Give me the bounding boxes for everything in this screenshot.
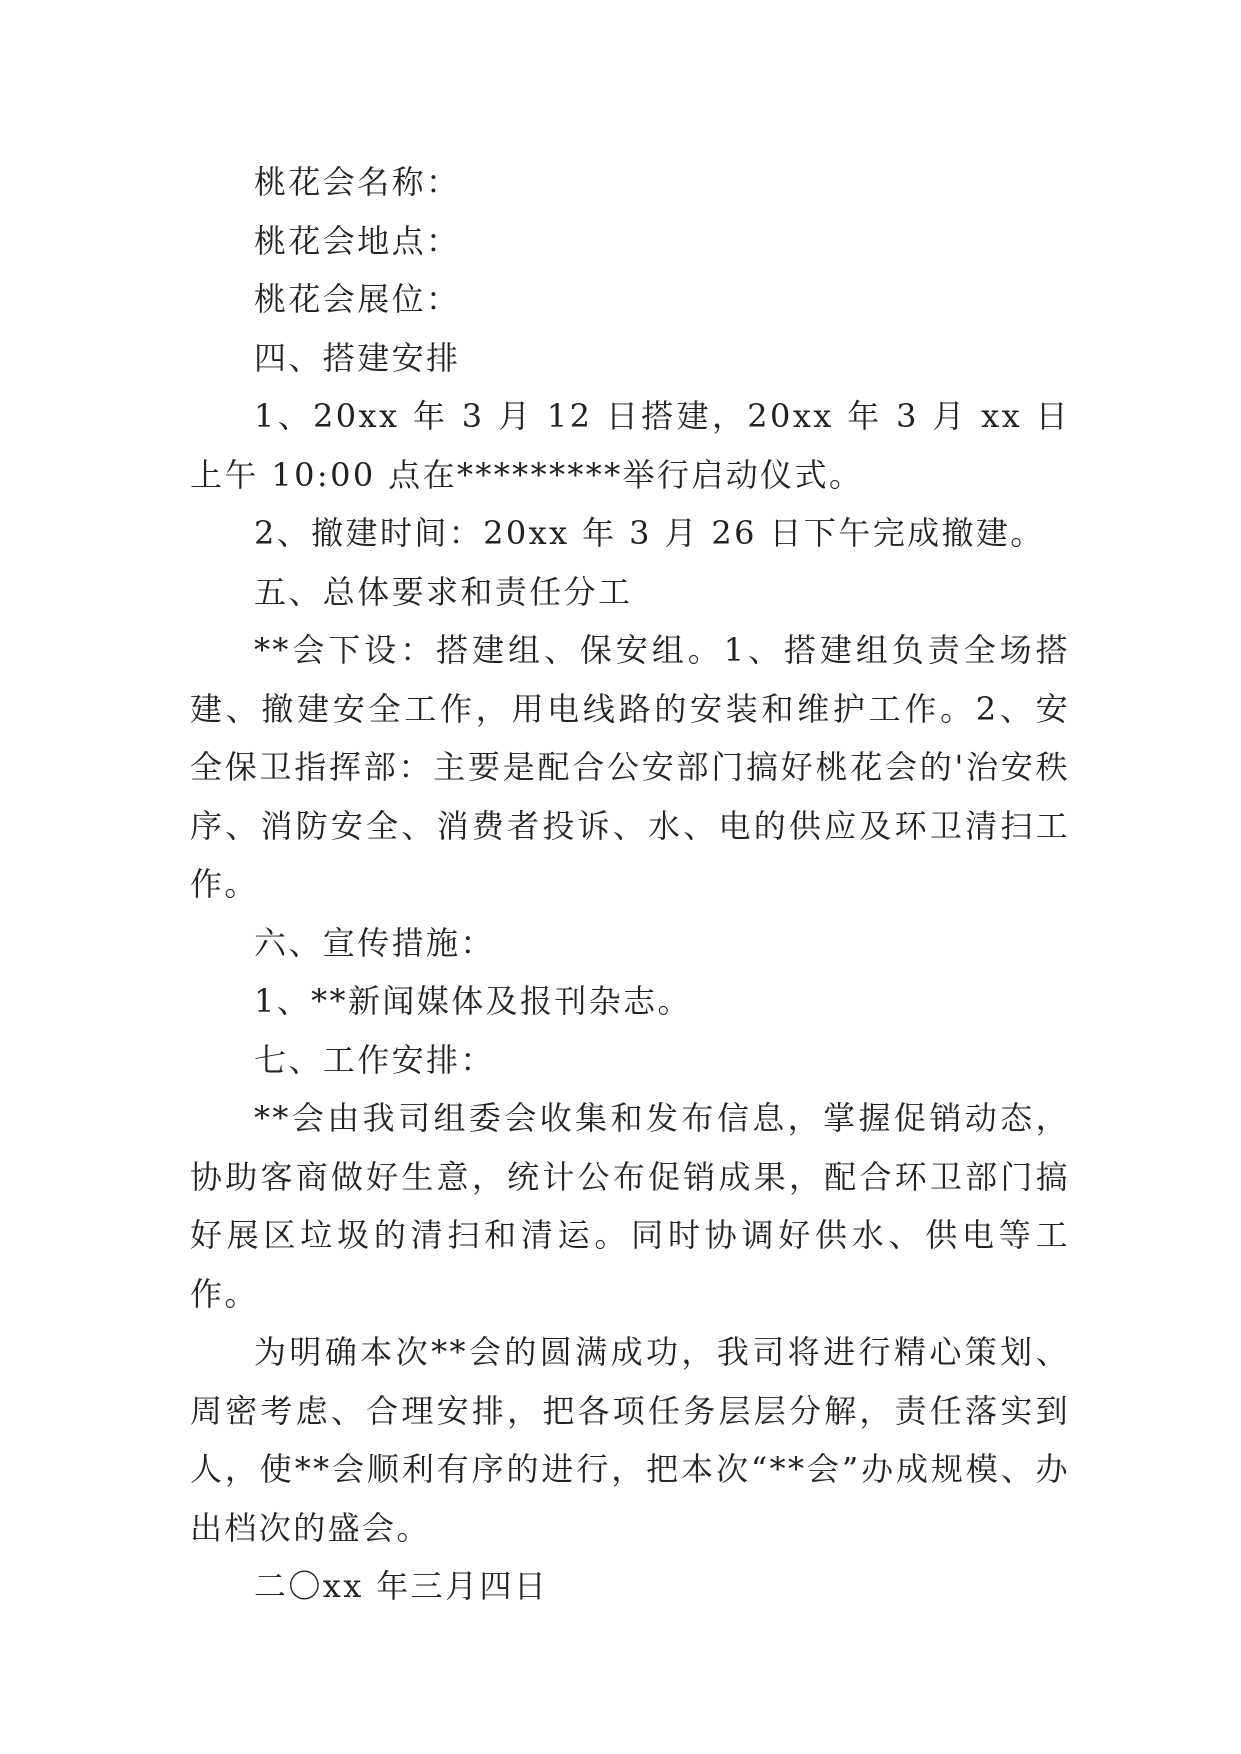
paragraph-construction-schedule: 1、20xx 年 3 月 12 日搭建，20xx 年 3 月 xx 日上午 10:00 点在*********举行启动仪式。 — [190, 397, 1070, 494]
section-heading-publicity: 六、宣传措施： — [254, 923, 495, 962]
section-heading-requirements: 五、总体要求和责任分工 — [254, 572, 633, 611]
paragraph-fair-location: 桃花会地点： — [254, 221, 461, 260]
document-body — [190, 153, 1070, 1616]
paragraph-dismantle-time: 2、撤建时间：20xx 年 3 月 26 日下午完成撤建。 — [254, 514, 1045, 552]
paragraph-fair-booth: 桃花会展位： — [254, 280, 461, 318]
document-date: 二〇xx 年三月四日 — [254, 1567, 549, 1605]
paragraph-conclusion: 为明确本次**会的圆满成功，我司将进行精心策划、周密考虑、合理安排，把各项任务层层分解，责任落实到人，使**会顺利有序的进行，把本次“**会”办成规模、办出档次的盛会。 — [190, 1333, 1070, 1547]
paragraph-work-plan-detail: **会由我司组委会收集和发布信息，掌握促销动态，协助客商做好生意，统计公布促销成果，配合环卫部门搞好展区垃圾的清扫和清运。同时协调好供水、供电等工作。 — [190, 1099, 1070, 1313]
section-heading-construction: 四、搭建安排 — [254, 338, 461, 377]
section-heading-work-plan: 七、工作安排： — [254, 1040, 495, 1079]
paragraph-requirements-detail: **会下设：搭建组、保安组。1、搭建组负责全场搭建、撤建安全工作，用电线路的安装和维护工作。2、安全保卫指挥部：主要是配合公安部门搞好桃花会的'治安秩序、消防安全、消费者投诉、水、电的供应及环卫清扫工作。 — [190, 631, 1070, 903]
paragraph-fair-name: 桃花会名称： — [254, 163, 461, 201]
paragraph-publicity-media: 1、**新闻媒体及报刊杂志。 — [254, 982, 692, 1020]
